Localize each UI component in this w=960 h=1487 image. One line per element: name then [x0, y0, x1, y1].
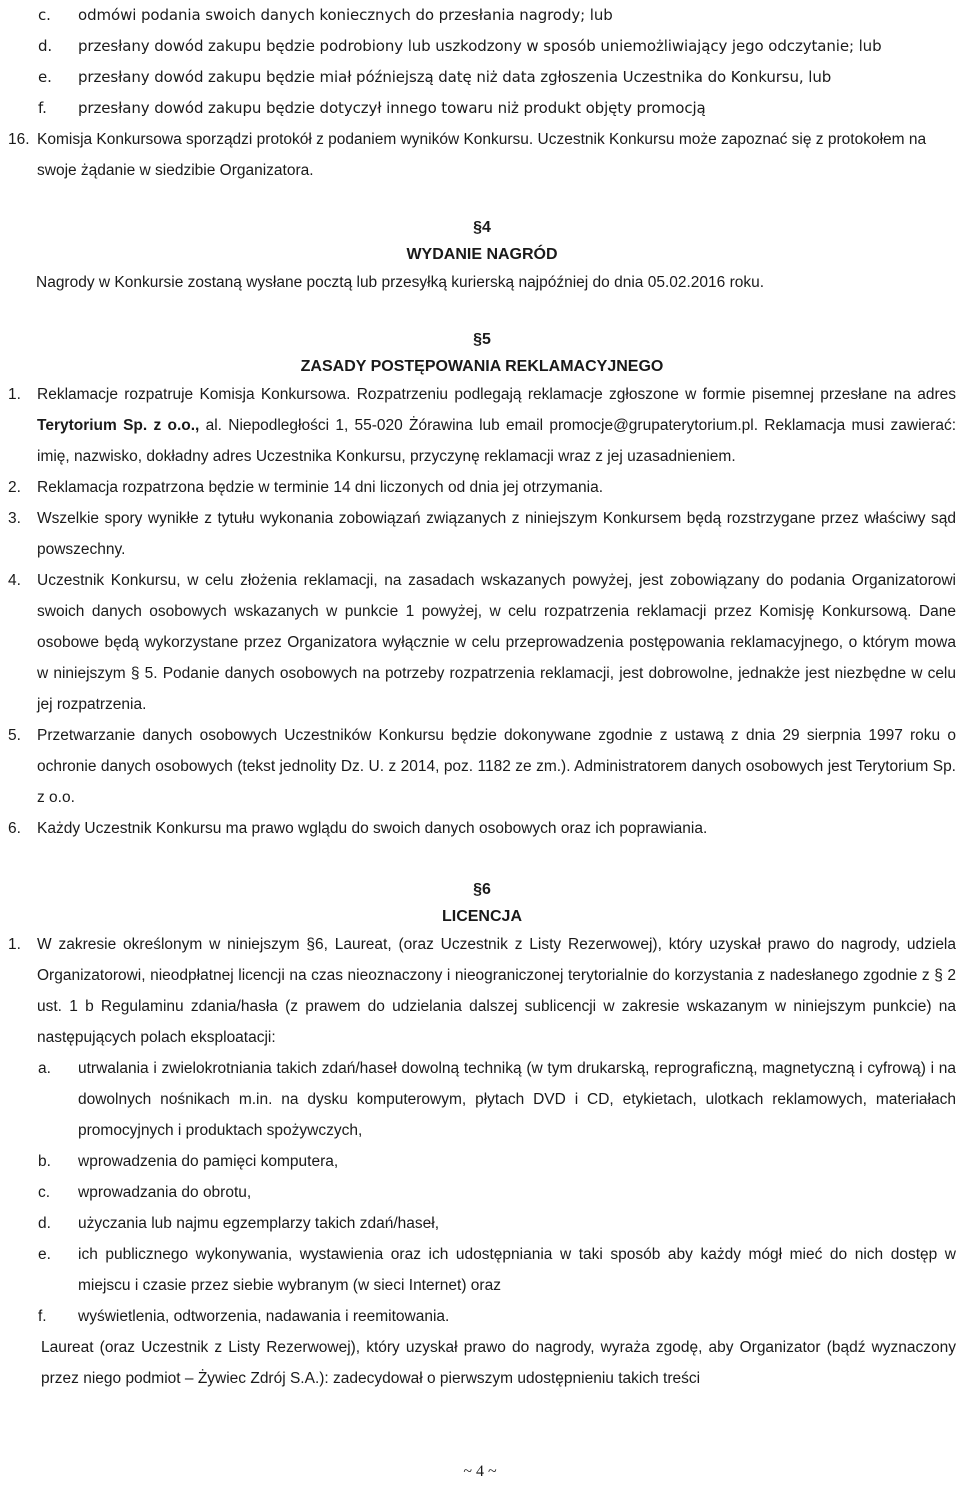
section-6	[8, 874, 956, 1394]
item-16	[8, 124, 956, 186]
list-item	[8, 503, 956, 565]
list-marker: b.	[38, 1153, 51, 1170]
address-company: Terytorium Sp. z o.o.,	[37, 417, 200, 434]
list-marker: 2.	[8, 479, 21, 496]
list-marker: e.	[38, 68, 52, 86]
sub-list-item	[8, 1146, 956, 1177]
list-text: Reklamacja rozpatrzona będzie w terminie 14 dni liczonych od dnia jej otrzymania.	[37, 479, 604, 496]
section-number: §4	[473, 219, 491, 236]
list-text: wyświetlenia, odtworzenia, nadawania i reemitowania.	[78, 1308, 450, 1325]
sub-list-item	[8, 1208, 956, 1239]
list-marker: d.	[38, 1215, 51, 1232]
list-text: wprowadzania do obrotu,	[78, 1184, 252, 1201]
list-item	[8, 472, 956, 503]
list-text: Przetwarzanie danych osobowych Uczestników Konkursu będzie dokonywane zgodnie z ustawą z dnia 29 sierpnia 1997 roku o ochronie danych osobowych (tekst jednolity Dz. U. z 2014, poz. 1182 ze zm.). Administratorem danych osobowych jest Terytorium Sp. z o.o.	[37, 727, 956, 806]
list-text: odmówi podania swoich danych koniecznych do przesłania nagrody; lub	[78, 6, 613, 24]
list-marker: f.	[38, 99, 47, 117]
list-text: ich publicznego wykonywania, wystawienia oraz ich udostępniania w taki sposób aby każdy mógł mieć do nich dostęp w miejscu i czasie przez siebie wybranym (w sieci Internet) oraz	[78, 1246, 956, 1294]
list-marker: 4.	[8, 572, 21, 589]
list-marker: e.	[38, 1246, 51, 1263]
section-number: §5	[473, 331, 491, 348]
list-text: Wszelkie spory wynikłe z tytułu wykonania zobowiązań związanych z niniejszym Konkursem będą rozstrzygane przez właściwy sąd powszechny.	[37, 510, 956, 558]
list-text: przesłany dowód zakupu będzie miał późniejszą datę niż data zgłoszenia Uczestnika do Konkursu, lub	[78, 68, 832, 86]
list-text: Komisja Konkursowa sporządzi protokół z podaniem wyników Konkursu. Uczestnik Konkursu może zapoznać się z protokołem na swoje żądanie w siedzibie Organizatora.	[37, 131, 927, 179]
list-item	[8, 813, 956, 844]
section-title: ZASADY POSTĘPOWANIA REKLAMACYJNEGO	[300, 358, 664, 375]
list-text: al. Niepodległości 1, 55-020 Żórawina lub email promocje@grupaterytorium.pl. Reklamacja musi zawierać: imię, nazwisko, dokładny adres Uczestnika Konkursu, przyczynę reklamacji wraz z jej uzasadnieniem.	[37, 417, 956, 465]
section-4	[8, 212, 956, 298]
sub-list-item	[8, 1053, 956, 1146]
list-text: wprowadzenia do pamięci komputera,	[78, 1153, 339, 1170]
list-item	[8, 379, 956, 472]
list-item	[8, 31, 956, 62]
list-marker: 6.	[8, 820, 21, 837]
list-marker: c.	[38, 6, 51, 24]
section-body: Nagrody w Konkursie zostaną wysłane pocztą lub przesyłką kurierską najpóźniej do dnia 05.02.2016 roku.	[36, 274, 765, 291]
list-item	[8, 62, 956, 93]
list-marker: 5.	[8, 727, 21, 744]
list-marker: a.	[38, 1060, 51, 1077]
list-item	[8, 93, 956, 124]
list-text: utrwalania i zwielokrotniania takich zdań/haseł dowolną techniką (w tym drukarską, reprograficzną, magnetyczną i cyfrową) i na dowolnych nośnikach m.in. na dysku komputerowym, płytach DVD i CD, etykietach, ulotkach reklamowych, materiałach promocyjnych i produktach spożywczych,	[78, 1060, 956, 1139]
sub-list-item	[8, 1177, 956, 1208]
section-title: WYDANIE NAGRÓD	[406, 246, 558, 263]
list-marker: 3.	[8, 510, 21, 527]
list-item	[8, 0, 956, 31]
list-text: W zakresie określonym w niniejszym §6, Laureat, (oraz Uczestnik z Listy Rezerwowej), który uzyskał prawo do nagrody, udziela Organizatorowi, nieodpłatnej licencji na czas nieoznaczony i nieograniczonej terytorialnie do korzystania z nadesłanego zgodnie z § 2 ust. 1 b Regulaminu zdania/hasła (z prawem do udzielania dalszej sublicencji w zakresie wskazanym w niniejszym punkcie) na następujących polach eksploatacji:	[37, 936, 956, 1046]
page-number: ~ 4 ~	[463, 1463, 497, 1480]
list-item	[8, 929, 956, 1053]
list-marker: f.	[38, 1308, 47, 1325]
list-text: użyczania lub najmu egzemplarzy takich zdań/haseł,	[78, 1215, 439, 1232]
list-marker: 1.	[8, 386, 21, 403]
section-title: LICENCJA	[441, 908, 522, 925]
list-text: Reklamacje rozpatruje Komisja Konkursowa. Rozpatrzeniu podlegają reklamacje zgłoszone w formie pisemnej przesłane na adres	[37, 386, 956, 403]
list-marker: 1.	[8, 936, 21, 953]
list-text: Każdy Uczestnik Konkursu ma prawo wglądu do swoich danych osobowych oraz ich poprawiania.	[37, 820, 708, 837]
sub-list-item	[8, 1239, 956, 1301]
sub-list	[8, 1053, 956, 1332]
list-item	[8, 565, 956, 720]
section-5	[8, 324, 956, 844]
section-number: §6	[473, 881, 491, 898]
list-text: przesłany dowód zakupu będzie dotyczył innego towaru niż produkt objęty promocją	[78, 99, 706, 117]
list-item	[8, 720, 956, 813]
list-text: Uczestnik Konkursu, w celu złożenia reklamacji, na zasadach wskazanych powyżej, jest zobowiązany do podania Organizatorowi swoich danych osobowych wskazanych w punkcie 1 powyżej, w celu rozpatrzenia reklamacji przez Komisję Konkursową. Dane osobowe będą wykorzystane przez Organizatora wyłącznie w celu przeprowadzenia postępowania reklamacyjnego, o którym mowa w niniejszym § 5. Podanie danych osobowych na potrzeby rozpatrzenia reklamacji, jest dobrowolne, jednakże jest niezbędne w celu jej rozpatrzenia.	[37, 572, 956, 713]
closing-paragraph: Laureat (oraz Uczestnik z Listy Rezerwowej), który uzyskał prawo do nagrody, wyraża zgodę, aby Organizator (bądź wyznaczony przez niego podmiot – Żywiec Zdrój S.A.): zadecydował o pierwszym udostępnieniu takich treści	[41, 1339, 956, 1387]
list-marker: c.	[38, 1184, 51, 1201]
list-marker: d.	[38, 37, 53, 55]
list-marker: 16.	[8, 131, 30, 148]
list-text: przesłany dowód zakupu będzie podrobiony lub uszkodzony w sposób uniemożliwiający jego odczytanie; lub	[78, 37, 882, 55]
sub-list-item	[8, 1301, 956, 1332]
top-list	[8, 0, 956, 124]
